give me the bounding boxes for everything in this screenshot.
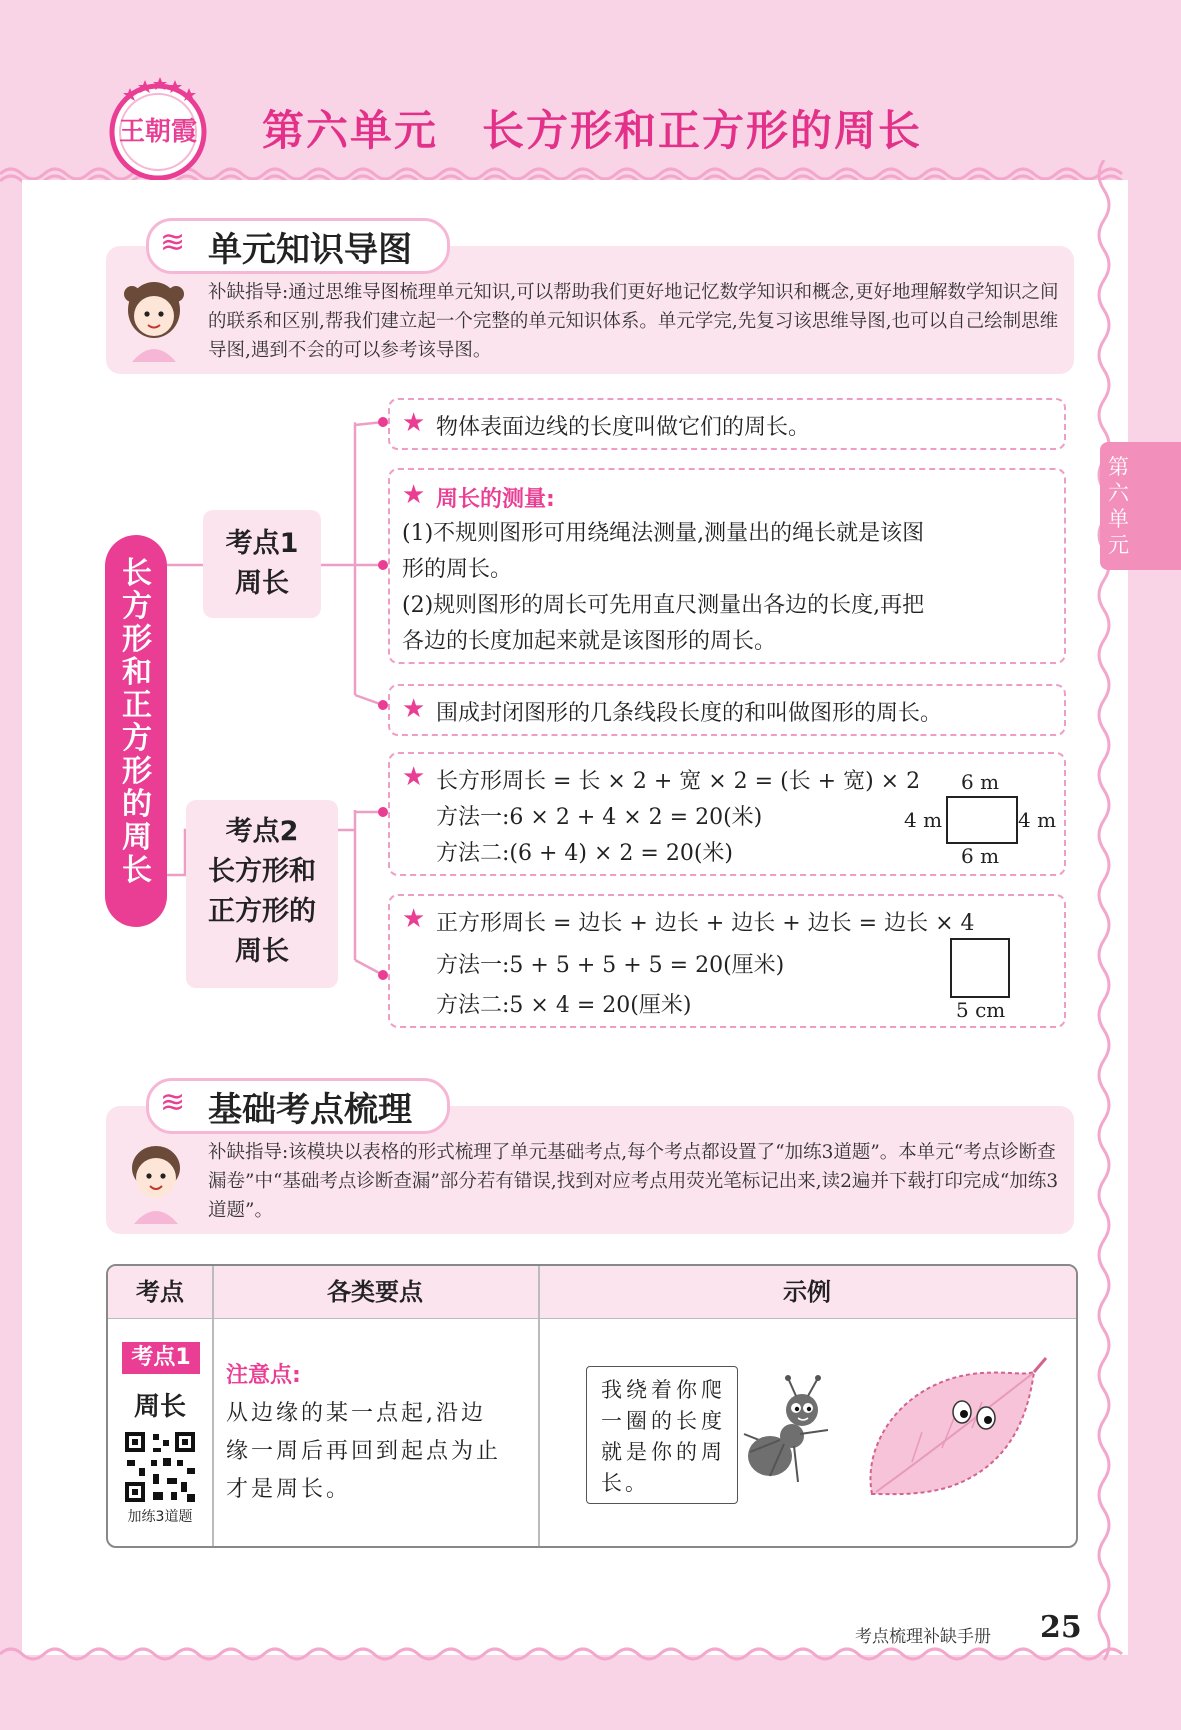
col-divider [212, 1266, 214, 1546]
header-kaodian: 考点 [136, 1278, 184, 1306]
header-yaodian: 各类要点 [327, 1278, 423, 1306]
wave-lines-icon: ≋ [160, 1085, 186, 1120]
rect-formula: 长方形周长 = 长 × 2 + 宽 × 2 = (长 + 宽) × 2 [436, 769, 921, 794]
kp2-name-line3: 周长 [235, 936, 289, 967]
item-c-text: 围成封闭图形的几条线段长度的和叫做图形的周长。 [436, 701, 943, 726]
speech-bubble [586, 1366, 738, 1504]
square-formula: 正方形周长 = 边长 + 边长 + 边长 + 边长 = 边长 × 4 [436, 911, 975, 936]
qr-caption: 加练3道题 [127, 1509, 193, 1525]
note-line3: 才是周长。 [226, 1477, 352, 1502]
basics-table [106, 1264, 1078, 1548]
kp1-item-b [388, 468, 1066, 664]
section-title: 基础考点梳理 [208, 1090, 412, 1130]
rectangle-shape [946, 796, 1018, 844]
kp2-name-line1: 长方形和 [208, 856, 316, 887]
rect-bottom-label: 6 m [961, 844, 1000, 868]
col-divider [538, 1266, 540, 1546]
item-b-line4: 各边的长度加起来就是该图形的周长。 [402, 629, 777, 654]
page-number: 25 [1040, 1610, 1082, 1645]
mindmap-root [105, 535, 167, 927]
star-icon: ★ [402, 480, 426, 510]
kp1-item-c [388, 684, 1066, 736]
rect-right-label: 4 m [1018, 808, 1057, 832]
item-b-title: 周长的测量: [436, 487, 555, 512]
star-icon: ★ [402, 408, 426, 438]
item-b-line3: (2)规则图形的周长可先用直尺测量出各边的长度,再把 [402, 593, 925, 618]
kp2-item-square [388, 894, 1066, 1028]
ant-illustration [740, 1372, 836, 1492]
star-icon: ★ [402, 762, 426, 792]
kp-name: 周长 [133, 1392, 186, 1422]
kp1-number: 考点1 [225, 528, 299, 559]
star-icon: ★ [402, 904, 426, 934]
basics-section-header [146, 1078, 446, 1130]
star-icon: ★ [402, 694, 426, 724]
rect-left-label: 4 m [904, 808, 943, 832]
kp1-name: 周长 [235, 568, 289, 599]
kp-badge: 考点1 [122, 1342, 200, 1374]
qr-code[interactable] [123, 1430, 197, 1504]
mindmap-guide-text: 补缺指导:通过思维导图梳理单元知识,可以帮助我们更好地记忆数学知识和概念,更好地理解数学知识之间的联系和区别,帮我们建立起一个完整的单元知识体系。单元学完,先复习该思维导图,也可以自己绘制思维导图,遇到不会的可以参考该导图。 [208, 282, 1059, 361]
footer-book-title: 考点梳理补缺手册 [855, 1627, 991, 1647]
header-shili: 示例 [783, 1278, 831, 1306]
kp2-item-rect [388, 752, 1066, 876]
item-b-line1: (1)不规则图形可用绕绳法测量,测量出的绳长就是该图 [402, 521, 925, 546]
mindmap-root-label: 长方形和正方形的周长 [122, 556, 152, 888]
side-tab-label: 第六单元 [1108, 455, 1129, 557]
basics-guide-text: 补缺指导:该模块以表格的形式梳理了单元基础考点,每个考点都设置了“加练3道题”。本单元“考点诊断查漏卷”中“基础考点诊断查漏”部分若有错误,找到对应考点用荧光笔标记出来,读2遍并下载打印完成“加练3道题”。 [208, 1142, 1059, 1221]
kp2-number: 考点2 [225, 816, 299, 847]
note-line2: 缘一周后再回到起点为止 [226, 1439, 502, 1464]
square-side-label: 5 cm [956, 998, 1006, 1022]
wave-lines-icon: ≋ [160, 225, 186, 260]
item-b-line2: 形的周长。 [402, 557, 513, 582]
unit-title: 第六单元 长方形和正方形的周长 [262, 106, 923, 155]
kp1-node [203, 510, 321, 618]
speech-text: 我绕着你爬一圈的长度就是你的周长。 [601, 1378, 725, 1495]
square-method2: 方法二:5 × 4 = 20(厘米) [436, 993, 692, 1018]
section-title: 单元知识导图 [208, 230, 412, 270]
square-shape [950, 938, 1010, 998]
kp1-item-a [388, 398, 1066, 450]
square-method1: 方法一:5 + 5 + 5 + 5 = 20(厘米) [436, 953, 785, 978]
rect-method1: 方法一:6 × 2 + 4 × 2 = 20(米) [436, 805, 763, 830]
note-line1: 从边缘的某一点起,沿边 [226, 1401, 486, 1426]
note-title: 注意点: [226, 1363, 301, 1388]
leaf-illustration [862, 1354, 1048, 1504]
item-a-text: 物体表面边线的长度叫做它们的周长。 [436, 415, 811, 440]
table-header-row [108, 1266, 1076, 1319]
kp2-name-line2: 正方形的 [208, 896, 316, 927]
kp2-node [186, 800, 338, 988]
rect-method2: 方法二:(6 + 4) × 2 = 20(米) [436, 841, 733, 866]
rect-top-label: 6 m [961, 770, 1000, 794]
logo-text: 王朝霞 [118, 117, 198, 147]
boy-illustration [120, 1138, 192, 1224]
